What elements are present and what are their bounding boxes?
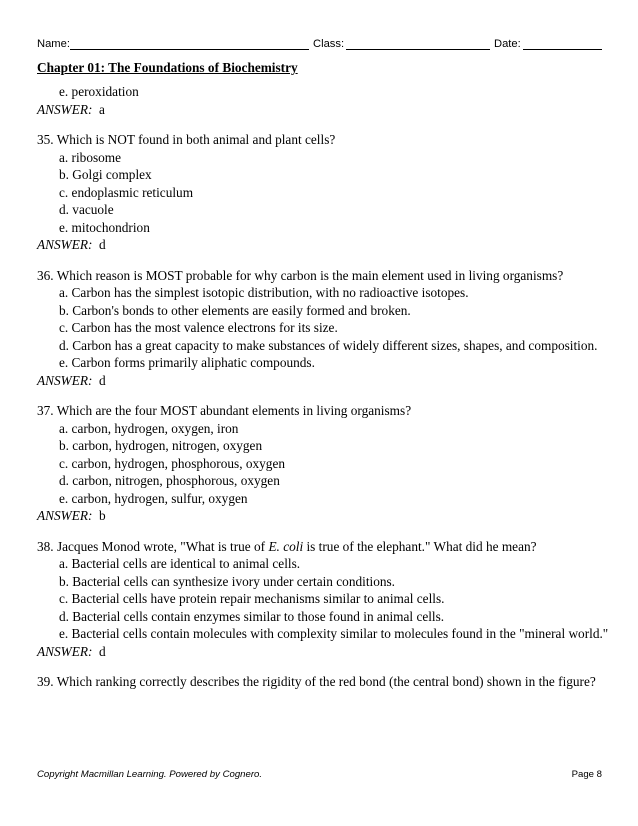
option-a: a. carbon, hydrogen, oxygen, iron: [59, 420, 239, 436]
page-number: Page 8: [571, 769, 602, 780]
class-field-line: [346, 49, 490, 50]
date-field-line: [523, 49, 602, 50]
answer-line: [37, 101, 617, 119]
answer-value: d: [99, 237, 106, 252]
question-38: [37, 538, 617, 556]
class-label: Class:: [313, 38, 345, 50]
answer-label: ANSWER:: [37, 643, 93, 659]
option-a: a. Bacterial cells are identical to animal cells.: [59, 556, 301, 571]
question-36: 36. Which reason is MOST probable for why carbon is the main element used in living organisms?: [37, 267, 564, 283]
option-d: d. carbon, nitrogen, phosphorous, oxygen: [59, 473, 280, 488]
answer-line: [37, 236, 617, 254]
question-37: 37. Which are the four MOST abundant elements in living organisms?: [37, 403, 412, 418]
answer-value: d: [99, 643, 106, 659]
option-d: d. vacuole: [59, 202, 114, 217]
option-b: b. carbon, hydrogen, nitrogen, oxygen: [59, 438, 263, 453]
name-label: Name:: [37, 38, 70, 50]
question-text-italic: E. coli: [268, 538, 304, 554]
answer-line: [37, 507, 617, 525]
option-c: c. Bacterial cells have protein repair mechanisms similar to animal cells.: [59, 591, 445, 606]
answer-line: [37, 372, 617, 390]
option-c: c. endoplasmic reticulum: [59, 184, 194, 200]
option-c: c. Carbon has the most valence electrons for its size.: [59, 320, 338, 335]
worksheet-header: [37, 37, 602, 53]
option-e: e. peroxidation: [59, 84, 139, 99]
answer-value: b: [99, 508, 106, 523]
date-label: Date:: [494, 38, 521, 50]
option-e: e. Carbon forms primarily aliphatic compounds.: [59, 355, 315, 370]
option-c: c. carbon, hydrogen, phosphorous, oxygen: [59, 455, 286, 471]
question-list: [37, 83, 617, 691]
copyright-text: Copyright Macmillan Learning. Powered by Cognero.: [37, 769, 263, 780]
option-b: b. Golgi complex: [59, 167, 152, 182]
name-field-line: [70, 49, 309, 50]
answer-label: ANSWER:: [37, 372, 93, 388]
option-d: d. Bacterial cells contain enzymes similar to those found in animal cells.: [59, 608, 445, 624]
answer-label: ANSWER:: [37, 101, 93, 117]
option-e: e. Bacterial cells contain molecules with complexity similar to molecules found in the "mineral world.": [59, 626, 609, 641]
answer-label: ANSWER:: [37, 508, 93, 523]
answer-line: [37, 643, 617, 661]
answer-label: ANSWER:: [37, 237, 93, 252]
option-a: a. Carbon has the simplest isotopic distribution, with no radioactive isotopes.: [59, 285, 469, 300]
option-e: e. mitochondrion: [59, 219, 150, 235]
option-d: d. Carbon has a great capacity to make substances of widely different sizes, shapes, and composition.: [59, 337, 598, 353]
question-39: 39. Which ranking correctly describes the rigidity of the red bond (the central bond) shown in the figure?: [37, 674, 596, 689]
option-b: b. Bacterial cells can synthesize ivory under certain conditions.: [59, 573, 395, 589]
question-text-after: is true of the elephant." What did he mean?: [303, 538, 537, 554]
option-b: b. Carbon's bonds to other elements are easily formed and broken.: [59, 302, 411, 318]
option-a: a. ribosome: [59, 149, 122, 165]
option-e: e. carbon, hydrogen, sulfur, oxygen: [59, 490, 248, 506]
chapter-title: Chapter 01: The Foundations of Biochemistry: [37, 60, 298, 75]
question-35: 35. Which is NOT found in both animal and plant cells?: [37, 132, 336, 147]
question-text-before: 38. Jacques Monod wrote, "What is true of: [37, 538, 269, 554]
answer-value: a: [99, 101, 105, 117]
answer-value: d: [99, 372, 106, 388]
